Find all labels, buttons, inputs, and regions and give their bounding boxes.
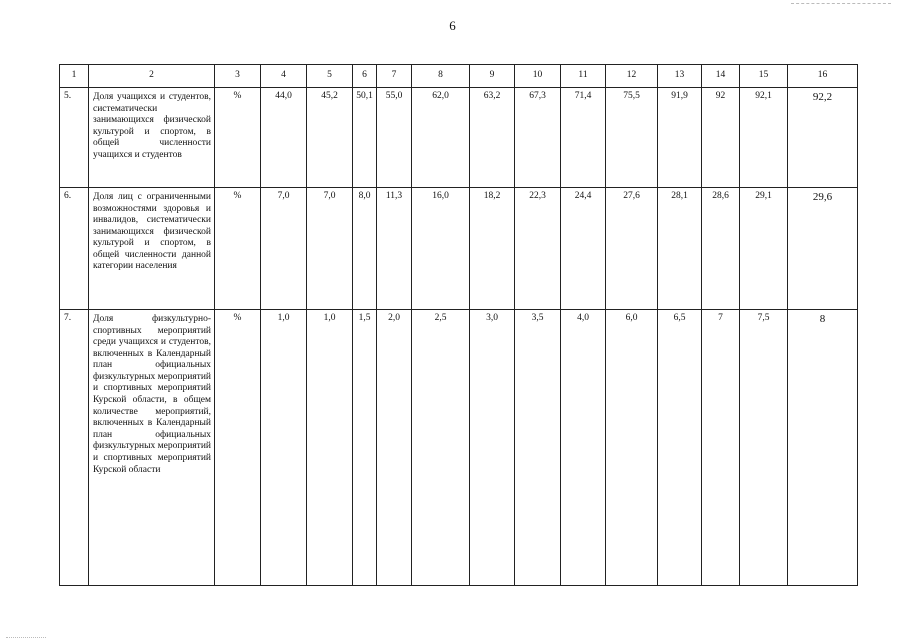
value-cell: 29,6 [788,188,858,310]
value-cell: 67,3 [515,88,561,188]
value-cell: 3,5 [515,310,561,586]
row-number: 5. [60,88,89,188]
value-cell: 3,0 [470,310,515,586]
column-header-2: 2 [89,65,215,88]
value-cell: 92,1 [740,88,788,188]
value-cell: 92 [702,88,740,188]
value-cell: 22,3 [515,188,561,310]
column-header-10: 10 [515,65,561,88]
value-cell: 4,0 [561,310,606,586]
row-number: 7. [60,310,89,586]
value-cell: 2,5 [412,310,470,586]
value-cell: 91,9 [658,88,702,188]
column-header-4: 4 [261,65,307,88]
value-cell: 27,6 [606,188,658,310]
value-cell: 6,0 [606,310,658,586]
value-cell: 1,0 [261,310,307,586]
indicator-name: Доля лиц с ограниченными возможностями здоровья и инвалидов, систематически занимающихся физической культурой и спортом, в общей численности данной категории населения [89,188,215,310]
value-cell: 63,2 [470,88,515,188]
table-row [60,188,858,310]
column-header-5: 5 [307,65,353,88]
column-header-9: 9 [470,65,515,88]
value-cell: 7,5 [740,310,788,586]
value-cell: 16,0 [412,188,470,310]
scan-artifact [6,637,46,638]
unit-cell: % [215,188,261,310]
value-cell: 1,0 [307,310,353,586]
column-header-6: 6 [353,65,377,88]
column-header-15: 15 [740,65,788,88]
unit-cell: % [215,310,261,586]
value-cell: 7 [702,310,740,586]
unit-cell: % [215,88,261,188]
value-cell: 29,1 [740,188,788,310]
column-header-7: 7 [377,65,412,88]
value-cell: 1,5 [353,310,377,586]
value-cell: 8,0 [353,188,377,310]
value-cell: 71,4 [561,88,606,188]
table-header-row [60,65,858,88]
column-header-3: 3 [215,65,261,88]
value-cell: 7,0 [261,188,307,310]
value-cell: 28,6 [702,188,740,310]
column-header-8: 8 [412,65,470,88]
row-number: 6. [60,188,89,310]
column-header-1: 1 [60,65,89,88]
value-cell: 24,4 [561,188,606,310]
value-cell: 44,0 [261,88,307,188]
column-header-12: 12 [606,65,658,88]
value-cell: 50,1 [353,88,377,188]
value-cell: 28,1 [658,188,702,310]
page-number: 6 [449,18,456,33]
value-cell: 18,2 [470,188,515,310]
indicator-name: Доля физкультурно-спортивных мероприятий среди учащихся и студентов, включенных в Календарный план официальных физкультурных мероприятий и спортивных мероприятий Курской области, в общем количестве мероприятий, включенных в Календарный план официальных физкультурных мероприятий и спортивных мероприятий Курской области [89,310,215,586]
column-header-16: 16 [788,65,858,88]
value-cell: 8 [788,310,858,586]
value-cell: 55,0 [377,88,412,188]
column-header-13: 13 [658,65,702,88]
table-row [60,310,858,586]
indicator-name: Доля учащихся и студентов, систематически занимающихся физической культурой и спортом, в общей численности учащихся и студентов [89,88,215,188]
table-row [60,88,858,188]
column-header-14: 14 [702,65,740,88]
scan-artifact [791,3,891,6]
value-cell: 6,5 [658,310,702,586]
value-cell: 45,2 [307,88,353,188]
value-cell: 11,3 [377,188,412,310]
column-header-11: 11 [561,65,606,88]
value-cell: 75,5 [606,88,658,188]
value-cell: 62,0 [412,88,470,188]
indicators-table [59,64,858,586]
value-cell: 2,0 [377,310,412,586]
value-cell: 92,2 [788,88,858,188]
value-cell: 7,0 [307,188,353,310]
